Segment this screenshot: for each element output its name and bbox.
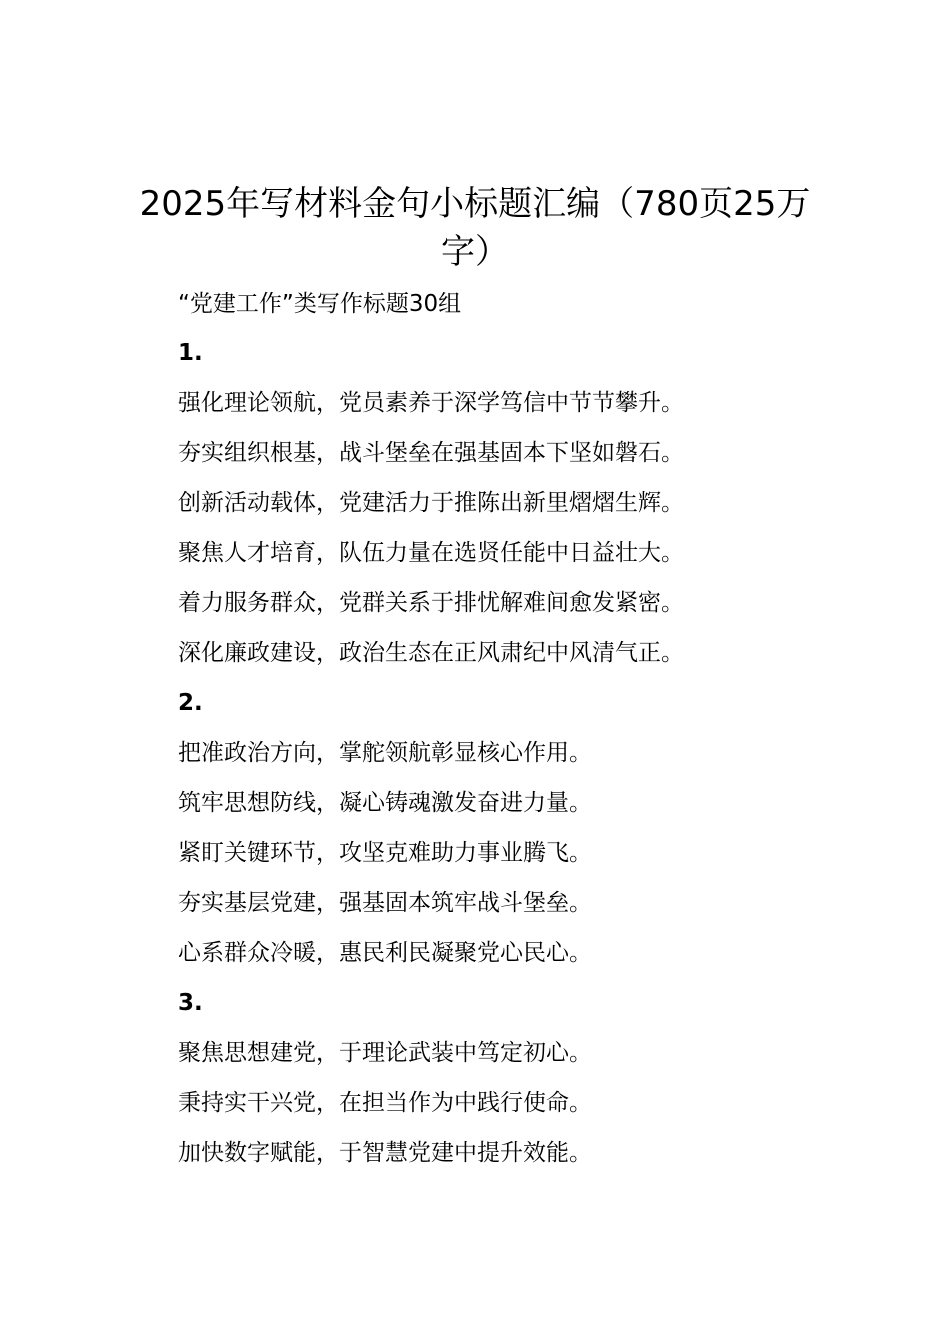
heading-line: 秉持实干兴党，在担当作为中践行使命。 bbox=[178, 1090, 592, 1116]
heading-line: 聚焦思想建党，于理论武装中笃定初心。 bbox=[178, 1040, 592, 1066]
heading-line: 夯实组织根基，战斗堡垒在强基固本下坚如磐石。 bbox=[178, 440, 684, 466]
group-number: 2. bbox=[178, 690, 203, 716]
document-title: 2025年写材料金句小标题汇编（780页25万字） bbox=[139, 184, 811, 272]
heading-line: 强化理论领航，党员素养于深学笃信中节节攀升。 bbox=[178, 390, 684, 416]
heading-line: 筑牢思想防线，凝心铸魂激发奋进力量。 bbox=[178, 790, 592, 816]
heading-line: 心系群众冷暖，惠民利民凝聚党心民心。 bbox=[178, 940, 592, 966]
document-subtitle: “党建工作”类写作标题30组 bbox=[178, 291, 462, 317]
heading-line: 深化廉政建设，政治生态在正风肃纪中风清气正。 bbox=[178, 640, 684, 666]
group-number: 1. bbox=[178, 340, 203, 366]
heading-line: 紧盯关键环节，攻坚克难助力事业腾飞。 bbox=[178, 840, 592, 866]
document-body bbox=[178, 333, 878, 1183]
heading-line: 把准政治方向，掌舵领航彰显核心作用。 bbox=[178, 740, 592, 766]
heading-line: 创新活动载体，党建活力于推陈出新里熠熠生辉。 bbox=[178, 490, 684, 516]
heading-line: 夯实基层党建，强基固本筑牢战斗堡垒。 bbox=[178, 890, 592, 916]
heading-line: 着力服务群众，党群关系于排忧解难间愈发紧密。 bbox=[178, 590, 684, 616]
group-number: 3. bbox=[178, 990, 203, 1016]
heading-line: 加快数字赋能，于智慧党建中提升效能。 bbox=[178, 1140, 592, 1166]
heading-line: 聚焦人才培育，队伍力量在选贤任能中日益壮大。 bbox=[178, 540, 684, 566]
